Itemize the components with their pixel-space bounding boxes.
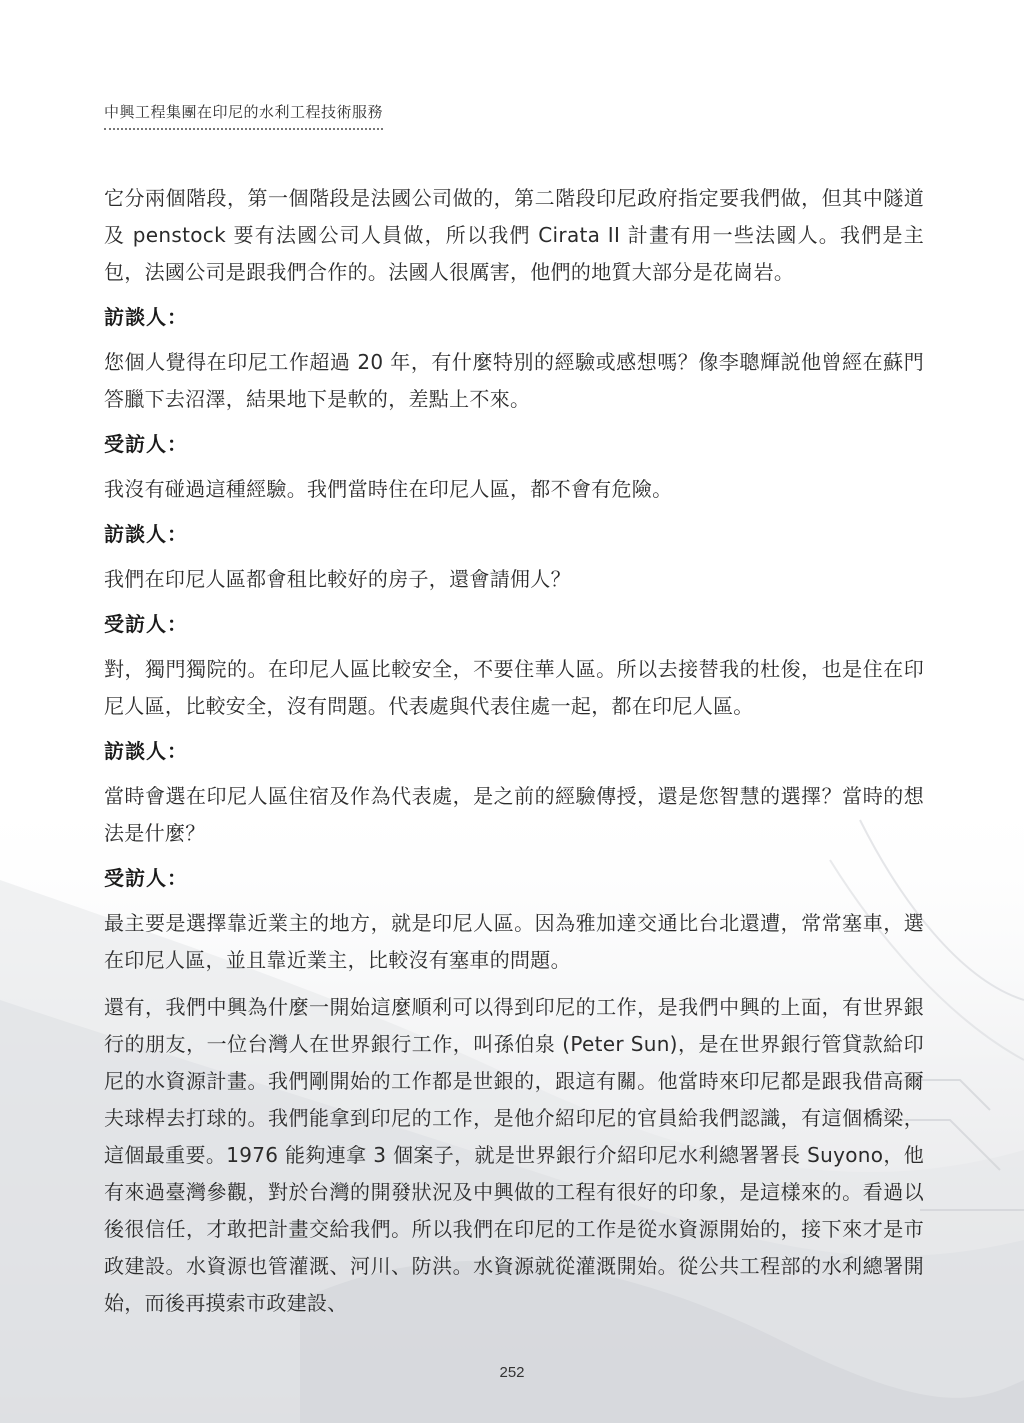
paragraph: 還有，我們中興為什麼一開始這麼順利可以得到印尼的工作，是我們中興的上面，有世界銀行的朋友，一位台灣人在世界銀行工作，叫孫伯泉 (Peter Sun)，是在世界銀行管貸款給印尼的水資源計畫。我們剛開始的工作都是世銀的，跟這有關。他當時來印尼都是跟我借高爾夫球桿去打球的。我們能拿到印尼的工作，是他介紹印尼的官員給我們認識，有這個橋梁，這個最重要。1976 能夠連拿 3 個案子，就是世界銀行介紹印尼水利總署署長 Suyono，他有來過臺灣參觀，對於台灣的開發狀況及中興做的工程有很好的印象，是這樣來的。看過以後很信任，才敢把計畫交給我們。所以我們在印尼的工作是從水資源開始的，接下來才是市政建設。水資源也管灌溉、河川、防洪。水資源就從灌溉開始。從公共工程部的水利總署開始，而後再摸索市政建設、: [104, 995, 924, 1315]
spacer: [104, 598, 924, 606]
running-header: 中興工程集團在印尼的水利工程技術服務: [104, 101, 383, 130]
paragraph: 對，獨門獨院的。在印尼人區比較安全，不要住華人區。所以去接替我的杜俊，也是住在印尼人區，比較安全，沒有問題。代表處與代表住處一起，都在印尼人區。: [104, 657, 924, 718]
spacer: [104, 852, 924, 860]
spacer: [104, 643, 924, 651]
spacer: [104, 463, 924, 471]
speaker-label: 訪談人：: [104, 739, 188, 763]
paragraph: 當時會選在印尼人區住宿及作為代表處，是之前的經驗傳授，還是您智慧的選擇？當時的想法是什麼？: [104, 784, 924, 845]
paragraph: 最主要是選擇靠近業主的地方，就是印尼人區。因為雅加達交通比台北還遭，常常塞車，選在印尼人區，並且靠近業主，比較沒有塞車的問題。: [104, 911, 924, 972]
spacer: [104, 336, 924, 344]
spacer: [104, 725, 924, 733]
paragraph: 我們在印尼人區都會租比較好的房子，還會請佣人？: [104, 567, 571, 591]
speaker-label: 訪談人：: [104, 522, 188, 546]
spacer: [104, 979, 924, 989]
spacer: [104, 553, 924, 561]
page-number: 252: [499, 1364, 525, 1381]
spacer: [104, 770, 924, 778]
page-body: [104, 180, 924, 1322]
speaker-label: 受訪人：: [104, 612, 188, 636]
spacer: [104, 508, 924, 516]
spacer: [104, 897, 924, 905]
speaker-label: 受訪人：: [104, 432, 188, 456]
speaker-label: 受訪人：: [104, 866, 188, 890]
paragraph: 它分兩個階段，第一個階段是法國公司做的，第二階段印尼政府指定要我們做，但其中隧道及 penstock 要有法國公司人員做，所以我們 Cirata II 計畫有用一些法國人。我們是主包，法國公司是跟我們合作的。法國人很厲害，他們的地質大部分是花崗岩。: [104, 186, 924, 284]
spacer: [104, 418, 924, 426]
paragraph: 您個人覺得在印尼工作超過 20 年，有什麼特別的經驗或感想嗎？像李聰輝説他曾經在蘇門答臘下去沼澤，結果地下是軟的，差點上不來。: [104, 350, 924, 411]
spacer: [104, 291, 924, 299]
paragraph: 我沒有碰過這種經驗。我們當時住在印尼人區，都不會有危險。: [104, 477, 673, 501]
speaker-label: 訪談人：: [104, 305, 188, 329]
